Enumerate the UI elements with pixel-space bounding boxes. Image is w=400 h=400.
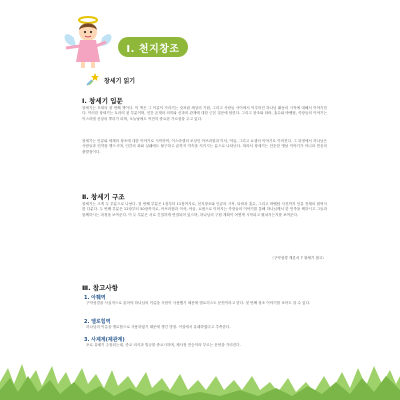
section-intro-title: Ⅰ. 창세기 입문 xyxy=(82,97,123,105)
section-structure-title: Ⅱ. 창세기 구조 xyxy=(82,193,125,201)
section-intro-paragraph-1: 창세기는 모세의 첫 번째 책이다. 이 책은 그 이름이 가리키는 것처럼 세상의 기원, 그리고 사람들 사이에서 이루어진 하나님 활동의 시작에 대해서 이야기한다. 이러한 창세기는 토라의 첫 부분이며, 인간 존재의 의미와 신과의 관계에 대한 근본 질문에 답한다. 그리고 창조와 타락, 홍수와 바벨탑, 족장들의 이야기는 이스라엘 신앙의 뿌리가 되며, 오늘날에도 여전히 중요한 가르침을 주고 있다. xyxy=(82,106,327,121)
chapter-title: Ⅰ. 천지창조 xyxy=(126,43,180,55)
reference-quote: 〈구약성경 개론서 7 창세기 참고〉 xyxy=(270,256,326,260)
note-2-text: 하나님의 이름을 엘로힘으로 사용하였기 때문에 생긴 명칭. 이설에서 유래하였다고 추측한다. xyxy=(86,325,231,329)
chapter-title-banner xyxy=(118,37,188,57)
note-3-text: 포로 유배기 주장되는데, 종교 의식과 법규를 중요시하며, 제사장 전승이라 부르는 문헌을 가리킨다. xyxy=(86,343,241,347)
note-1-title: 1. 아훼역 xyxy=(84,295,106,301)
section-structure-paragraph: 창세기는 크게 두 부분으로 나뉜다. 첫 번째 부분은 1장부터 11장까지로, 천지창조와 인류의 시작, 타락과 홍수, 그리고 바벨탑 사건까지 인류 전체의 원역사를 다룬다. 두 번째 부분은 12장부터 50장까지로, 아브라함과 이삭, 야곱, 요셉으로 이어지는 족장들의 이야기를 통해 하나님께서 한 민족을 택하시고 그들과 함께하시는 과정을 보여준다. 이 두 부분은 서로 긴밀하게 연결되어 있으며, 하나님의 구원 계획이 어떻게 시작되고 펼쳐지는지를 보여준다. xyxy=(82,202,327,217)
section-intro-paragraph-2: 창세기는 인류와 세계의 창조에 대한 이야기로 시작하여, 이스라엘의 조상인 아브라함과 이삭, 야곱, 그리고 요셉의 이야기로 이어진다. 그 과정에서 하나님은 사람들과 언약을 맺으시며, 인간의 죄와 실패에도 불구하고 끝까지 약속을 지키시는 분으로 나타난다. 따라서 창세기는 단순한 옛날 이야기가 아니라 믿음의 출발점이다. xyxy=(82,139,327,154)
shooting-star-icon xyxy=(86,72,100,86)
angel-illustration xyxy=(58,12,118,72)
note-3-title: 3. 사제계(제관계) xyxy=(84,337,125,343)
note-2-title: 2. 엘로힘역 xyxy=(84,319,111,325)
section-notes-title: Ⅲ. 참고사항 xyxy=(82,284,118,292)
note-1-text: 구약성경을 사실적으로 읽어야 하나님의 이름을 사람이 사용했기 때문에 엘로히스트 문헌이라고 한다. 첫 번째 창조 이야기를 보아도 알 수 있다. xyxy=(86,301,311,305)
grass-decoration xyxy=(0,360,400,400)
subheading: 창세기 읽기 xyxy=(104,78,136,85)
